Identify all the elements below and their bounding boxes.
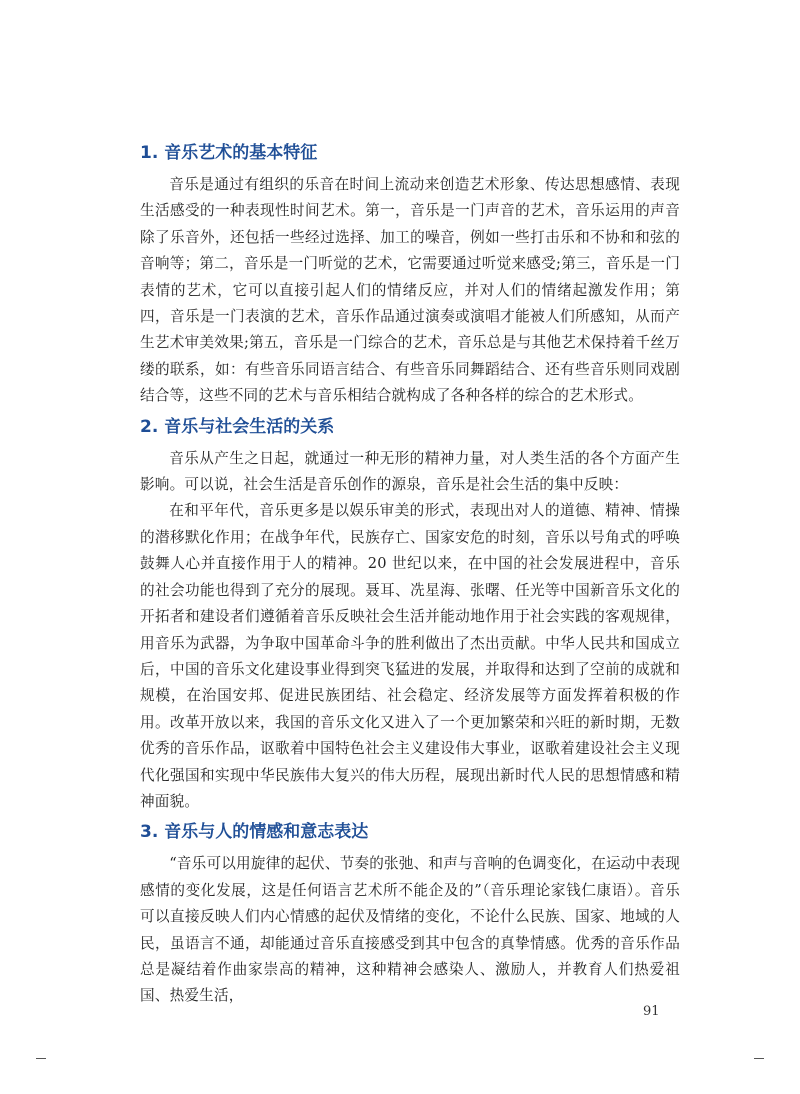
crop-mark-left	[36, 1058, 46, 1059]
section-3-paragraph-1: “音乐可以用旋律的起伏、节奏的张弛、和声与音响的色调变化，在运动中表现感情的变化发展，这是任何语言艺术所不能企及的”（音乐理论家钱仁康语）。音乐可以直接反映人们内心情感的起伏及情绪的变化，不论什么民族、国家、地域的人民，虽语言不通，却能通过音乐直接感受到其中包含的真挚情感。优秀的音乐作品总是凝结着作曲家崇高的精神，这种精神会感染人、激励人，并教育人们热爱祖国、热爱生活，	[140, 855, 680, 1005]
crop-mark-right	[754, 1058, 764, 1059]
page-content	[140, 140, 680, 1010]
section-heading-1: 1. 音乐艺术的基本特征	[140, 143, 318, 163]
page-number: 91	[643, 1004, 660, 1019]
section-1-paragraph-1: 音乐是通过有组织的乐音在时间上流动来创造艺术形象、传达思想感情、表现生活感受的一种表现性时间艺术。第一，音乐是一门声音的艺术，音乐运用的声音除了乐音外，还包括一些经过选择、加工的噪音，例如一些打击乐和不协和和弦的音响等；第二，音乐是一门听觉的艺术，它需要通过听觉来感受;第三，音乐是一门表情的艺术，它可以直接引起人们的情绪反应，并对人们的情绪起激发作用；第四，音乐是一门表演的艺术，音乐作品通过演奏或演唱才能被人们所感知，从而产生艺术审美效果;第五，音乐是一门综合的艺术，音乐总是与其他艺术保持着千丝万缕的联系，如：有些音乐同语言结合、有些音乐同舞蹈结合、还有些音乐则同戏剧结合等，这些不同的艺术与音乐相结合就构成了各种各样的综合的艺术形式。	[140, 176, 680, 405]
section-heading-3: 3. 音乐与人的情感和意志表达	[140, 822, 369, 843]
section-2-paragraph-1: 音乐从产生之日起，就通过一种无形的精神力量，对人类生活的各个方面产生影响。可以说，社会生活是音乐创作的源泉，音乐是社会生活的集中反映：	[140, 449, 680, 494]
section-2-paragraph-2: 在和平年代，音乐更多是以娱乐审美的形式，表现出对人的道德、精神、情操的潜移默化作用；在战争年代，民族存亡、国家安危的时刻，音乐以号角式的呼唤鼓舞人心并直接作用于人的精神。20 世纪以来，在中国的社会发展进程中，音乐的社会功能也得到了充分的展现。聂耳、冼星海、张曙、任光等中国新音乐文化的开拓者和建设者们遵循着音乐反映社会生活并能动地作用于社会实践的客观规律，用音乐为武器，为争取中国革命斗争的胜利做出了杰出贡献。中华人民共和国成立后，中国的音乐文化建设事业得到突飞猛进的发展，并取得和达到了空前的成就和规模，在治国安邦、促进民族团结、社会稳定、经济发展等方面发挥着积极的作用。改革开放以来，我国的音乐文化又进入了一个更加繁荣和兴旺的新时期，无数优秀的音乐作品，讴歌着中国特色社会主义建设伟大事业，讴歌着建设社会主义现代化强国和实现中华民族伟大复兴的伟大历程，展现出新时代人民的思想情感和精神面貌。	[140, 502, 680, 810]
section-heading-2: 2. 音乐与社会生活的关系	[140, 416, 335, 437]
